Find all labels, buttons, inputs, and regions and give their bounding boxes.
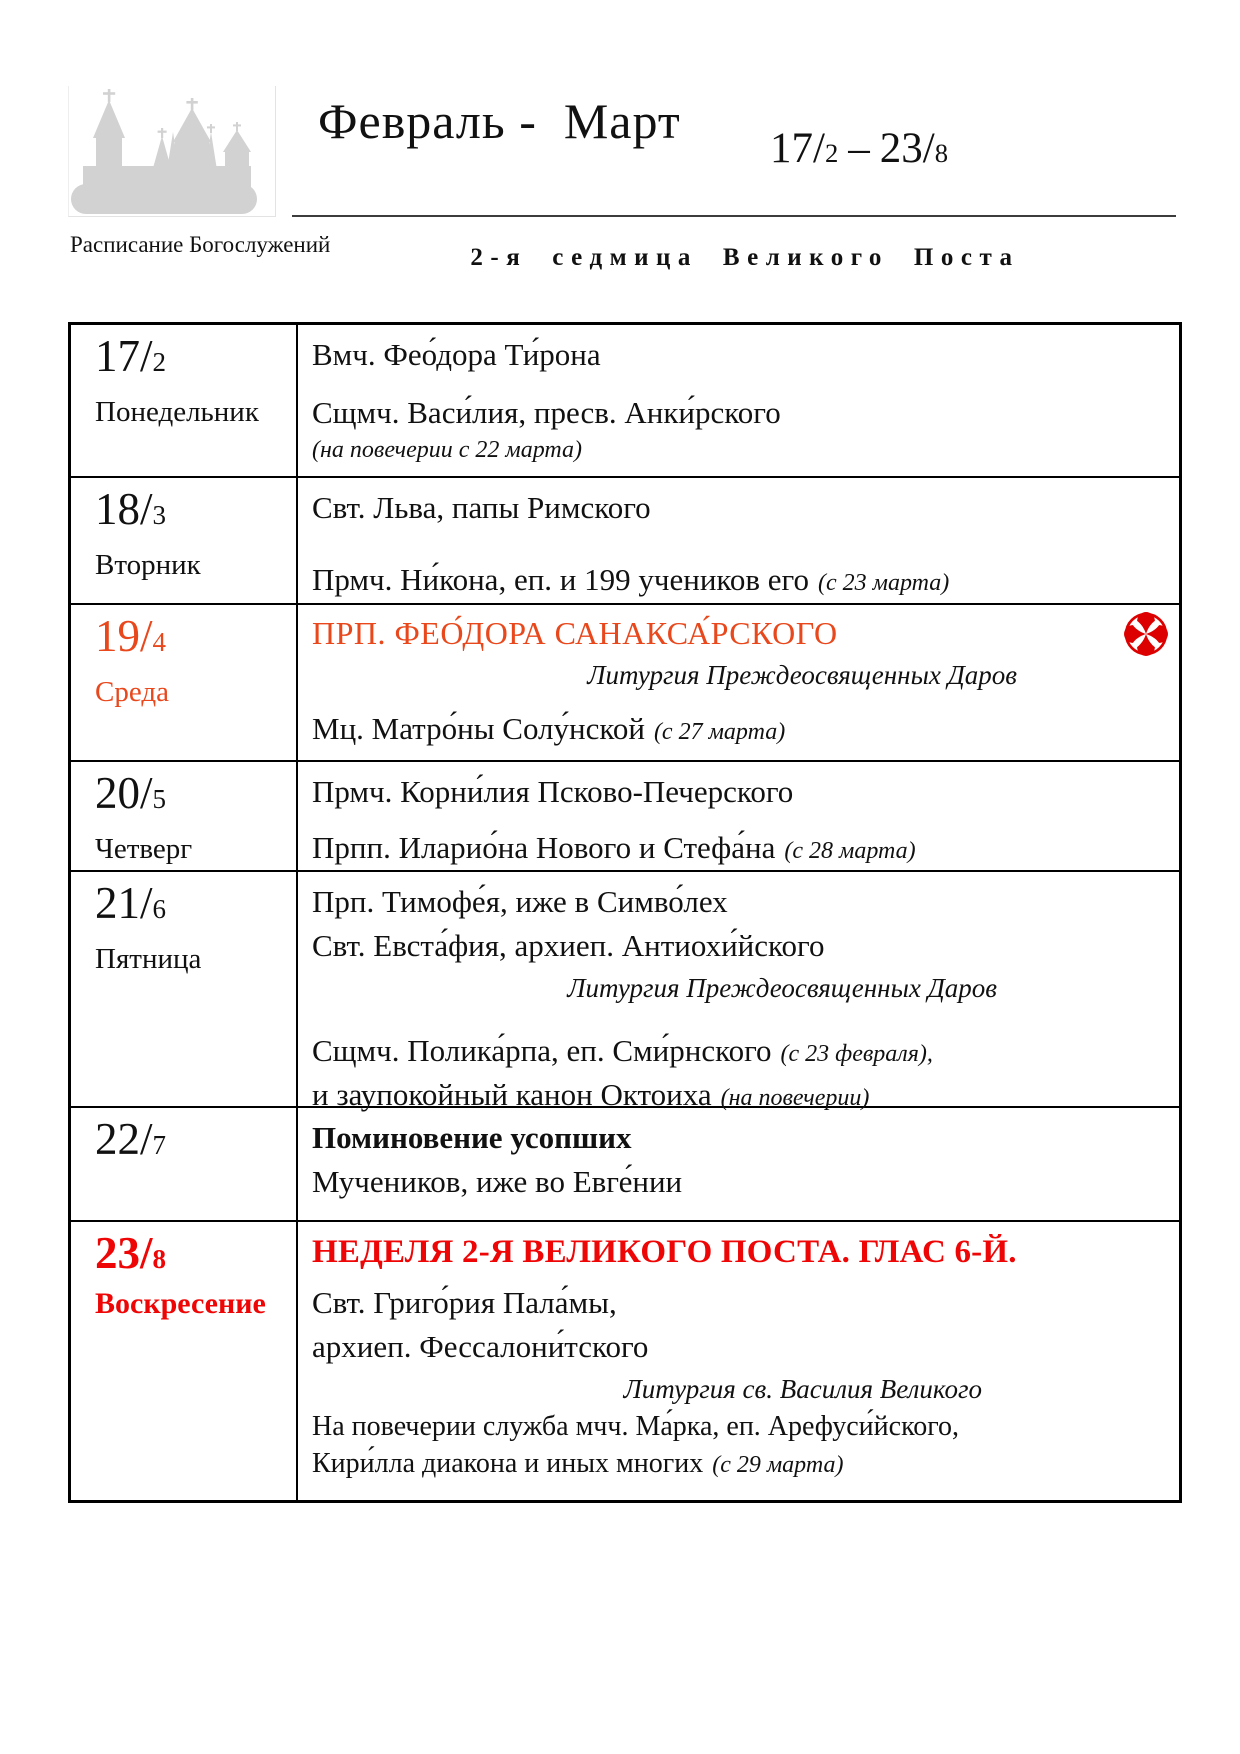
schedule-row-saturday	[71, 1106, 1179, 1220]
day-cell	[71, 325, 298, 476]
feast-text: Кири́лла диакона и иных многих	[312, 1448, 704, 1480]
cross-in-circle-icon	[1123, 611, 1169, 657]
schedule-row-sunday	[71, 1220, 1179, 1500]
date-note: (на повечерии)	[720, 1084, 870, 1111]
memorial-title-line: Поминовение усопших	[312, 1120, 632, 1155]
liturgy-line: Литургия Преждеосвященных Даров	[567, 973, 997, 1004]
day-cell	[71, 872, 298, 1106]
monastery-silhouette-icon	[69, 86, 275, 216]
feast-line: Свт. Евста́фия, архиеп. Антиохи́йского	[312, 928, 825, 964]
day-num: 20	[95, 768, 140, 818]
services-cell	[298, 872, 1179, 1112]
page-caption: Расписание Богослужений	[70, 232, 331, 257]
day-den: 7	[152, 1130, 167, 1160]
liturgy-line: Литургия св. Василия Великого	[623, 1373, 982, 1404]
services-cell	[298, 762, 1179, 870]
day-den: 2	[152, 347, 167, 377]
day-number: 20/5	[95, 768, 167, 818]
date-note: (с 23 марта)	[817, 570, 950, 597]
date-note: (с 23 февраля),	[780, 1040, 933, 1067]
day-cell	[71, 762, 298, 870]
feast-text: Прпп. Иларио́на Нового и Стефа́на	[312, 830, 776, 866]
range-to-slash: /	[922, 125, 935, 172]
day-den: 5	[152, 784, 167, 814]
day-num: 18	[95, 484, 140, 534]
services-cell	[298, 325, 1179, 476]
page-title-months: Февраль - Март	[318, 93, 681, 149]
day-den: 6	[152, 894, 167, 924]
date-note: (с 27 марта)	[653, 719, 786, 746]
services-cell	[298, 605, 1179, 760]
range-separator: –	[848, 125, 870, 172]
range-to-num: 23	[879, 125, 923, 172]
liturgy-line: Литургия Преждеосвященных Даров	[587, 659, 1017, 690]
feast-line: Прп. Тимофе́я, иже в Симво́лех	[312, 884, 728, 919]
range-from-den: 2	[824, 138, 839, 168]
day-number: 19/4	[95, 611, 167, 661]
date-note: (с 28 марта)	[784, 838, 916, 865]
feast-line: Свт. Льва, папы Римского	[312, 490, 651, 525]
schedule-row-tuesday	[71, 476, 1179, 603]
day-number: 22/7	[95, 1114, 167, 1164]
day-number: 23/8	[95, 1228, 167, 1278]
feast-text: Сщмч. Полика́рпа, еп. Сми́рнского	[312, 1032, 772, 1068]
feast-line: Свт. Григо́рия Пала́мы,	[312, 1284, 617, 1320]
schedule-row-wednesday	[71, 603, 1179, 760]
day-cell	[71, 1222, 298, 1500]
range-from-num: 17	[770, 125, 813, 172]
sunday-title-line: НЕДЕЛЯ 2-Я ВЕЛИКОГО ПОСТА. ГЛАС 6-Й.	[312, 1234, 1017, 1270]
feast-line	[312, 558, 1167, 602]
services-cell	[298, 1222, 1179, 1500]
day-den: 8	[152, 1244, 167, 1274]
feast-line: Прмч. Корни́лия Псково-Печерского	[312, 774, 794, 809]
day-cell	[71, 1108, 298, 1220]
feast-line	[312, 1029, 1167, 1073]
day-num: 23	[95, 1228, 140, 1278]
feast-line	[312, 1446, 1167, 1483]
day-den: 4	[152, 627, 167, 657]
feast-line: Сщмч. Васи́лия, пресв. Анки́рского	[312, 395, 781, 431]
week-subtitle: 2-я седмица Великого Поста	[470, 244, 1020, 271]
schedule-row-friday	[71, 870, 1179, 1112]
day-num: 17	[95, 331, 140, 381]
range-to-den: 8	[934, 138, 949, 168]
weekday-label: Пятница	[95, 943, 202, 976]
header-divider	[292, 215, 1176, 217]
day-num: 22	[95, 1114, 140, 1164]
weekday-label: Понедельник	[95, 396, 259, 429]
weekday-label: Среда	[95, 676, 169, 709]
day-number: 18/3	[95, 484, 167, 534]
range-from-slash: /	[813, 125, 825, 172]
day-cell	[71, 478, 298, 603]
service-note-line: (на повечерии с 22 марта)	[312, 437, 583, 464]
feast-text: и заупокойный канон Октоиха	[312, 1076, 712, 1112]
feast-line: архиеп. Фессалони́тского	[312, 1328, 649, 1364]
feast-text: Мц. Матро́ны Солу́нской	[312, 711, 645, 747]
feast-line	[312, 707, 1167, 751]
feast-title-line: ПРП. ФЕО́ДОРА САНАКСА́РСКОГО	[312, 615, 838, 651]
date-note: (с 29 марта)	[712, 1452, 844, 1479]
day-number: 21/6	[95, 878, 167, 928]
day-cell	[71, 605, 298, 760]
day-num: 19	[95, 611, 140, 661]
services-cell	[298, 1108, 1179, 1220]
day-number: 17/2	[95, 331, 167, 381]
day-den: 3	[152, 500, 167, 530]
weekday-label: Четверг	[95, 833, 193, 866]
services-cell	[298, 478, 1179, 603]
day-num: 21	[95, 878, 140, 928]
monastery-logo	[68, 86, 276, 217]
page-title-date-range	[770, 124, 948, 173]
schedule-row-monday	[71, 325, 1179, 476]
feast-text: Прмч. Ни́кона, еп. и 199 учеников его	[312, 562, 809, 598]
feast-line: Мучеников, иже во Евге́нии	[312, 1164, 683, 1200]
weekday-label: Вторник	[95, 549, 201, 582]
weekday-label: Воскресение	[95, 1287, 266, 1321]
feast-line	[312, 826, 1167, 870]
schedule-row-thursday	[71, 760, 1179, 870]
schedule-table	[68, 322, 1182, 1503]
feast-line: На повечерии служба мчч. Ма́рка, еп. Арефуси́йского,	[312, 1411, 960, 1443]
feast-line: Вмч. Фео́дора Ти́рона	[312, 337, 601, 372]
